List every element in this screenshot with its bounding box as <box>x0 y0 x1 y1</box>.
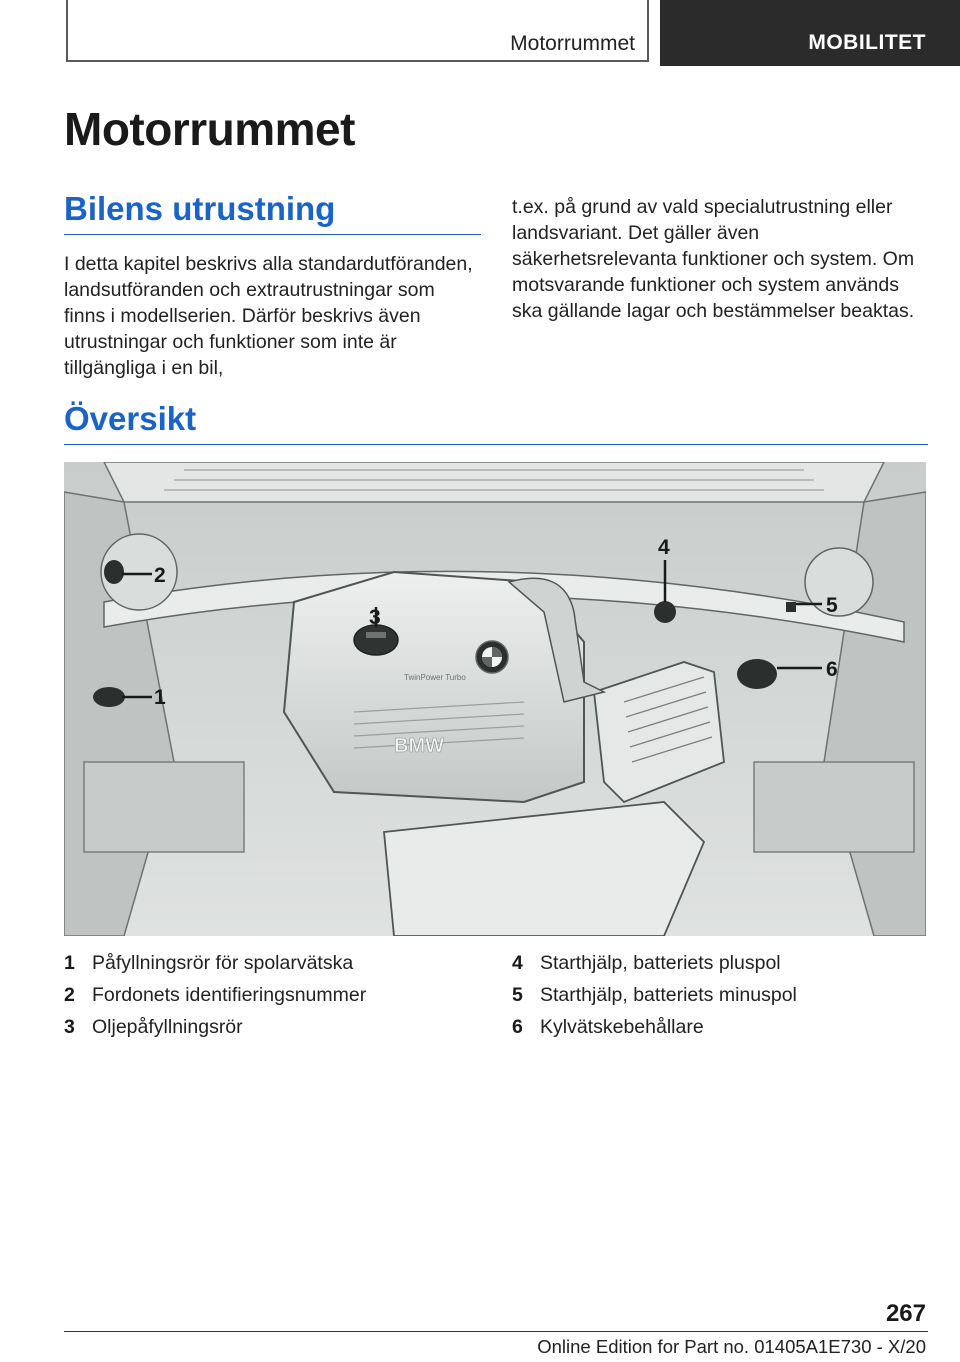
legend-item <box>512 984 932 1016</box>
footer-edition: Online Edition for Part no. 01405A1E730 - X/20 <box>537 1336 926 1357</box>
engine-bay-illustration <box>64 462 926 936</box>
callout-2: 2 <box>154 564 166 587</box>
equipment-section <box>64 190 481 381</box>
cover-logo-text: BMW <box>394 735 444 757</box>
legend-num: 4 <box>512 952 523 974</box>
legend-text: Starthjälp, batteriets pluspol <box>540 952 781 974</box>
legend-text: Starthjälp, batteriets minuspol <box>540 984 797 1006</box>
legend-text: Oljepåfyllningsrör <box>92 1016 243 1038</box>
legend-text: Påfyllningsrör för spolarvätska <box>92 952 354 974</box>
header-chapter-tab <box>660 0 960 66</box>
equipment-heading: Bilens utrustning <box>64 190 481 235</box>
legend-item <box>64 1016 484 1048</box>
equipment-text-col2: t.ex. på grund av vald specialutrustning eller landsvariant. Det gäller även säkerhetsrelevanta funktioner och system. Om motsvarande funktioner och system används ska gällande lagar och bestämmelser beaktas. <box>512 196 915 322</box>
legend-right <box>512 952 932 1048</box>
equipment-text-col1: I detta kapitel beskrivs alla standardutföranden, landsutföranden och extrautrustningar som finns i modellserien. Därför beskrivs även utrustningar och funktioner som inte är tillgängliga i en bil, <box>64 253 473 379</box>
page-title: Motorrummet <box>64 103 355 155</box>
header-section-label: Motorrummet <box>510 32 635 55</box>
legend-num: 3 <box>64 1016 75 1038</box>
header-section-tab <box>66 0 649 62</box>
legend-num: 1 <box>64 952 75 974</box>
legend-num: 5 <box>512 984 523 1006</box>
callout-6: 6 <box>826 658 838 681</box>
legend-left <box>64 952 484 1048</box>
overview-section <box>64 400 928 445</box>
legend-num: 6 <box>512 1016 523 1038</box>
overview-heading: Översikt <box>64 400 928 445</box>
legend-text: Kylvätskebehållare <box>540 1016 704 1038</box>
legend-item <box>64 952 484 984</box>
legend-item <box>512 952 932 984</box>
callout-5: 5 <box>826 594 838 617</box>
callout-3: 3 <box>369 606 381 629</box>
page-number: 267 <box>885 1300 926 1327</box>
legend-num: 2 <box>64 984 75 1006</box>
header-chapter-label: MOBILITET <box>808 31 926 54</box>
legend-text: Fordonets identifieringsnummer <box>92 984 367 1006</box>
cover-turbo-text: TwinPower Turbo <box>404 673 466 682</box>
callout-4: 4 <box>658 536 670 559</box>
callout-1: 1 <box>154 686 166 709</box>
legend-item <box>64 984 484 1016</box>
footer-divider <box>64 1331 928 1332</box>
legend-item <box>512 1016 932 1048</box>
